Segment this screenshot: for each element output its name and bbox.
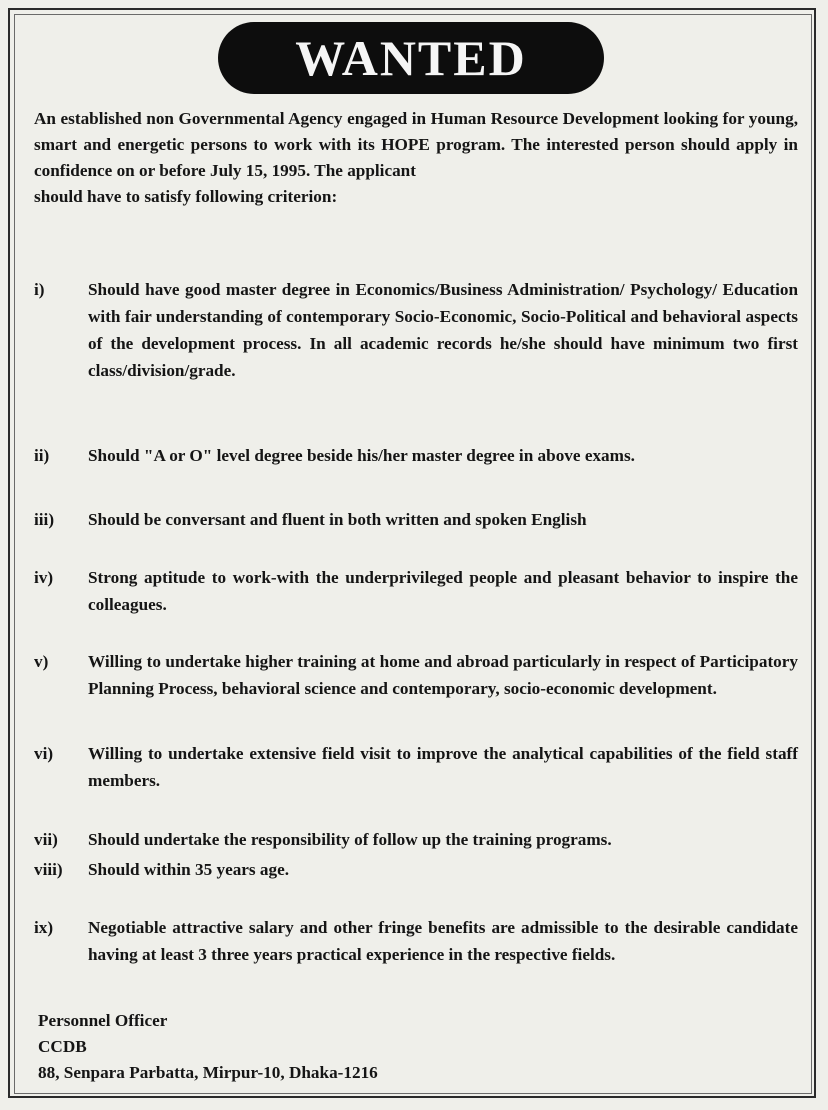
criterion-number: iv) bbox=[34, 568, 54, 587]
criterion-text: Should "A or O" level degree beside his/her master degree in above exams. bbox=[88, 446, 635, 465]
criterion-text: Should undertake the responsibility of follow up the training programs. bbox=[88, 830, 612, 849]
criterion-number: v) bbox=[34, 652, 49, 671]
intro-line-2: should have to satisfy following criterion: bbox=[34, 187, 338, 206]
intro-paragraph bbox=[34, 106, 798, 210]
intro-line-1: An established non Governmental Agency engaged in Human Resource Development looking for young, smart and energetic persons to work with its HOPE program. The interested person should apply in confidence on or before July 15, 1995. The applicant bbox=[34, 109, 798, 180]
criterion-text: Willing to undertake extensive field visit to improve the analytical capabilities of the field staff members. bbox=[88, 744, 798, 790]
criterion-number: ii) bbox=[34, 446, 50, 465]
criterion-number: vii) bbox=[34, 830, 58, 849]
criterion-number: iii) bbox=[34, 510, 55, 529]
signature-org: CCDB bbox=[38, 1037, 87, 1056]
criterion-text: Negotiable attractive salary and other fringe benefits are admissible to the desirable candidate having at least 3 three years practical experience in the respective fields. bbox=[88, 918, 798, 964]
page-title: WANTED bbox=[295, 30, 527, 86]
criterion-number: ix) bbox=[34, 918, 54, 937]
signature-block bbox=[38, 1008, 378, 1086]
criterion-text: Should be conversant and fluent in both written and spoken English bbox=[88, 510, 587, 529]
title-banner bbox=[218, 22, 604, 94]
criterion-number: i) bbox=[34, 280, 45, 299]
signature-title: Personnel Officer bbox=[38, 1011, 168, 1030]
criterion-text: Should have good master degree in Economics/Business Administration/ Psychology/ Education with fair understanding of contemporary Socio-Economic, Socio-Political and behavioral aspects of the development process. In all academic records he/she should have minimum two first class/division/grade. bbox=[88, 280, 798, 380]
criterion-text: Willing to undertake higher training at home and abroad particularly in respect of Participatory Planning Process, behavioral science and contemporary, socio-economic development. bbox=[88, 652, 798, 698]
criterion-number: viii) bbox=[34, 860, 63, 879]
signature-address: 88, Senpara Parbatta, Mirpur-10, Dhaka-1216 bbox=[38, 1063, 378, 1082]
criterion-text: Should within 35 years age. bbox=[88, 860, 290, 879]
criterion-number: vi) bbox=[34, 744, 54, 763]
criterion-text: Strong aptitude to work-with the underprivileged people and pleasant behavior to inspire the colleagues. bbox=[88, 568, 798, 614]
